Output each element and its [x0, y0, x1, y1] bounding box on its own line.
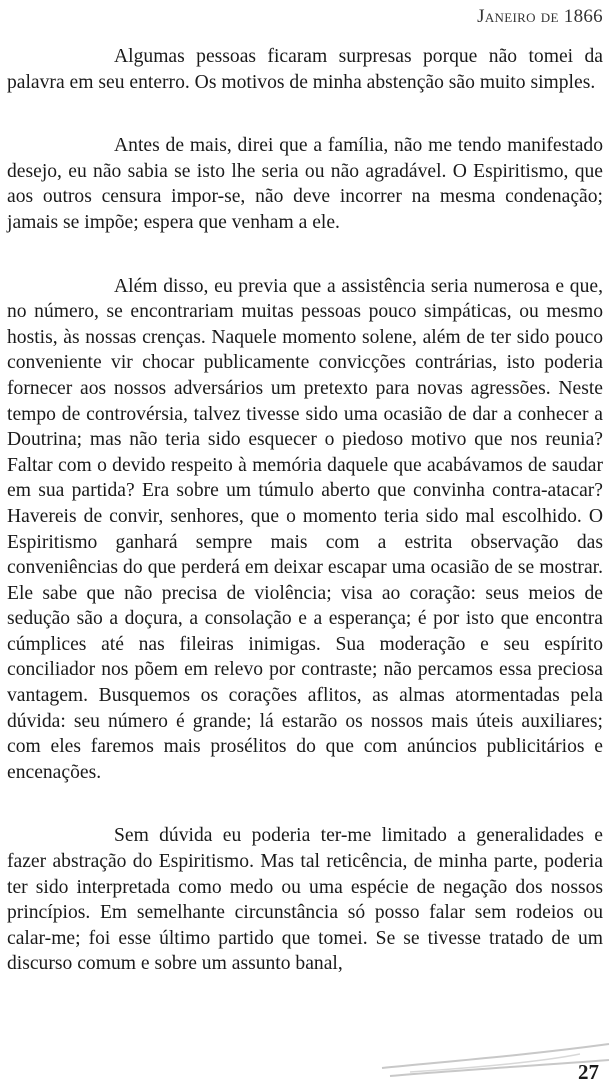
page-number: 27	[578, 1060, 599, 1084]
paragraph-1: Algumas pessoas ficaram surpresas porque não tomei da palavra em seu enterro. Os motivos de minha abstenção são muito simples.	[7, 46, 603, 93]
swoosh-ornament-icon	[380, 1032, 611, 1082]
paragraph-3: Além disso, eu previa que a assistência seria numerosa e que, no número, se encontrariam muitas pessoas pouco simpáticas, ou mesmo hostis, às nossas crenças. Naquele momento solene, além de ter sido pouco conveniente vir chocar publicamente convicções contrárias, isto poderia fornecer aos nossos adversários um pretexto para novas agressões. Neste tempo de controvérsia, talvez tivesse sido uma ocasião de dar a conhecer a Doutrina; mas não teria sido esquecer o piedoso motivo que nos reunia? Faltar com o devido respeito à memória daquele que acabávamos de saudar em sua partida? Era sobre um túmulo aberto que convinha contra-atacar? Havereis de convir, senhores, que o momento teria sido mal escolhido. O Espiritismo ganhará sempre mais com a estrita observação das conveniências do que perderá em deixar escapar uma ocasião de se mostrar. Ele sabe que não precisa de violência; visa ao coração: seus meios de sedução são a doçura, a consolação e a esperança; é por isto que encontra cúmplices até nas fileiras inimigas. Sua moderação e seu espírito conciliador nos põem em relevo por contraste; não percamos essa preciosa vantagem. Busquemos os corações aflitos, as almas atormentadas pela dúvida: seu número é grande; lá estarão os nossos mais úteis auxiliares; com eles faremos mais prosélitos do que com anúncios publicitários e encenações.	[7, 275, 603, 783]
paragraph-2: Antes de mais, direi que a família, não me tendo manifestado desejo, eu não sabia se isto lhe seria ou não agradável. O Espiritismo, que aos outros censura impor-se, não deve incorrer na mesma condenação; jamais se impõe; espera que venham a ele.	[7, 135, 603, 233]
paragraph-4: Sem dúvida eu poderia ter-me limitado a generalidades e fazer abstração do Espiritismo. Mas tal reticência, de minha parte, poderia ter sido interpretada como medo ou uma espécie de negação dos nossos princípios. Em semelhante circunstância só posso falar sem rodeios ou calar-me; foi esse último partido que tomei. Se se tivesse tratado de um discurso comum e sobre um assunto banal,	[7, 825, 603, 975]
page-footer	[0, 1022, 611, 1092]
running-title: Janeiro de 1866	[477, 6, 603, 27]
page-body	[7, 44, 603, 1015]
